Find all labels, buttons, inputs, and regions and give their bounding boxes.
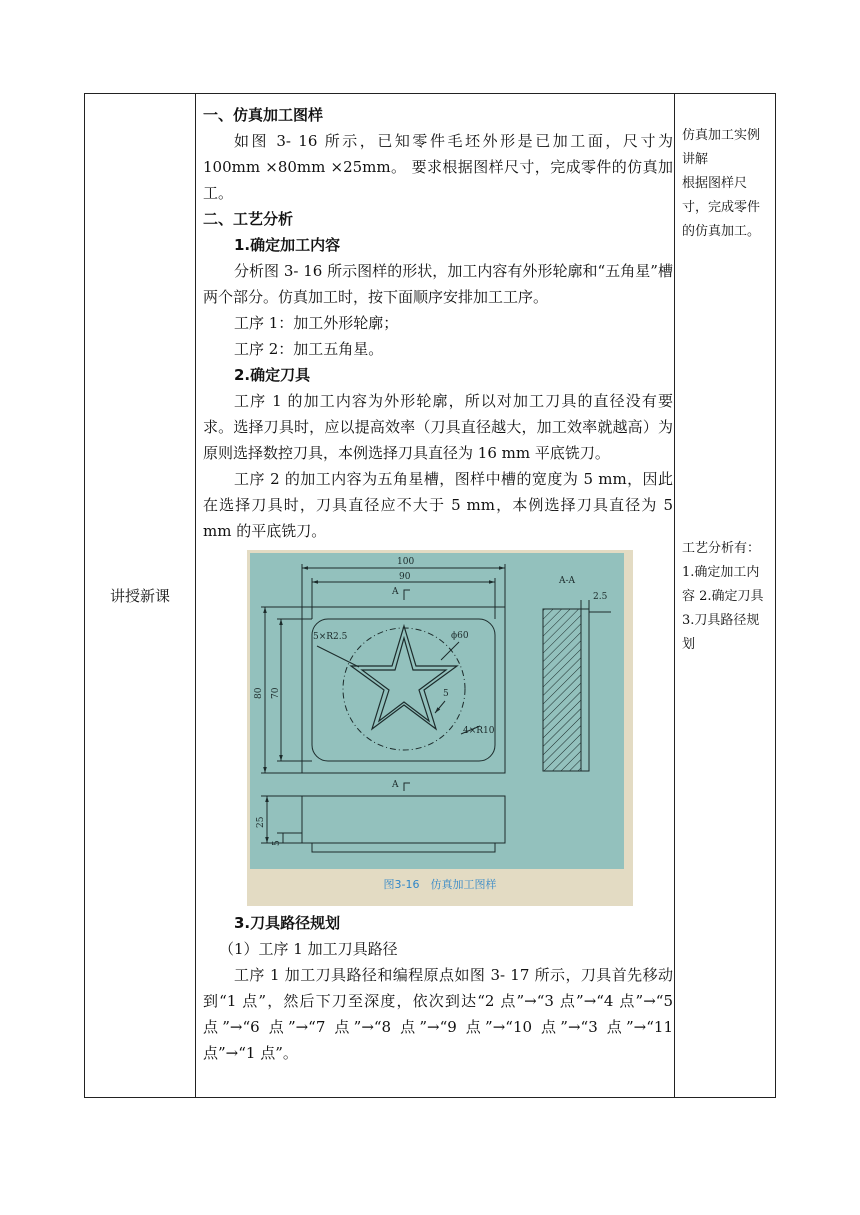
stage-column (85, 94, 195, 1097)
note-line: 根据图样尺寸，完成零件的仿真加工。 (682, 176, 761, 239)
dim-label: 80 (254, 687, 264, 699)
note-line: 1.确定加工内容 2.确定刀具 3.刀具路径规划 (682, 565, 764, 652)
paragraph: 工序 1：加工外形轮廓； (234, 314, 399, 332)
section-heading: 一、仿真加工图样 (203, 106, 324, 124)
drawing-figure (247, 550, 633, 906)
subsection-heading: 1.确定加工内容 (234, 236, 341, 254)
paragraph: 工序 2 的加工内容为五角星槽，图样中槽的宽度为 5 mm，因此在选择刀具时，刀具直径应不大于 5 mm，本例选择刀具直径为 5 mm 的平底铣刀。 (203, 470, 673, 540)
content-column (203, 102, 673, 1066)
paragraph: 工序 2：加工五角星。 (234, 340, 384, 358)
note-line: 工艺分析有： (682, 541, 761, 556)
section-label: A (392, 780, 399, 790)
section-heading: 二、工艺分析 (203, 210, 294, 228)
notes-column-lower (682, 537, 770, 657)
dim-label: 25 (256, 816, 266, 828)
dim-label: 5×R2.5 (313, 632, 348, 642)
note-line: 仿真加工实例讲解 (682, 128, 761, 167)
subsection-heading: 3.刀具路径规划 (234, 914, 341, 932)
dim-label: 90 (399, 572, 411, 582)
column-divider (674, 94, 675, 1097)
dim-label: 5 (272, 840, 282, 846)
drawing-svg (247, 550, 633, 906)
lesson-table (84, 93, 776, 1098)
notes-column (682, 124, 770, 244)
dim-label: 100 (397, 557, 415, 567)
subsection-heading: 2.确定刀具 (234, 366, 311, 384)
paragraph: 如图 3- 16 所示，已知零件毛坯外形是已加工面，尺寸为 100mm ×80mm ×25mm。 要求根据图样尺寸，完成零件的仿真加工。 (203, 132, 673, 202)
stage-label: 讲授新课 (109, 587, 170, 605)
paragraph: 工序 1 加工刀具路径和编程原点如图 3- 17 所示，刀具首先移动到“1 点”，然后下刀至深度，依次到达“2 点”→“3 点”→“4 点”→“5 点”→“6 点”→“7 点”→“8 点”→“9 点”→“10 点”→“3 点”→“11 点”→“1 点”。 (203, 966, 673, 1062)
dim-label: ϕ60 (451, 631, 469, 641)
dim-label: 4×R10 (463, 726, 495, 736)
dim-label: 5 (443, 689, 449, 699)
column-divider (195, 94, 196, 1097)
dim-label: 70 (271, 687, 281, 699)
section-label: A (392, 587, 399, 597)
paragraph: 工序 1 的加工内容为外形轮廓，所以对加工刀具的直径没有要求。选择刀具时，应以提高效率（刀具直径越大，加工效率就越高）为原则选择数控刀具，本例选择刀具直径为 16 mm 平底铣刀。 (203, 392, 673, 462)
dim-label: 2.5 (593, 592, 608, 602)
section-title: A-A (559, 576, 576, 586)
paragraph: （1）工序 1 加工刀具路径 (219, 940, 398, 958)
paragraph: 分析图 3- 16 所示图样的形状，加工内容有外形轮廓和“五角星”槽两个部分。仿真加工时，按下面顺序安排加工工序。 (203, 262, 673, 306)
figure-caption: 图3-16 仿真加工图样 (383, 878, 497, 891)
section-view (543, 609, 581, 771)
